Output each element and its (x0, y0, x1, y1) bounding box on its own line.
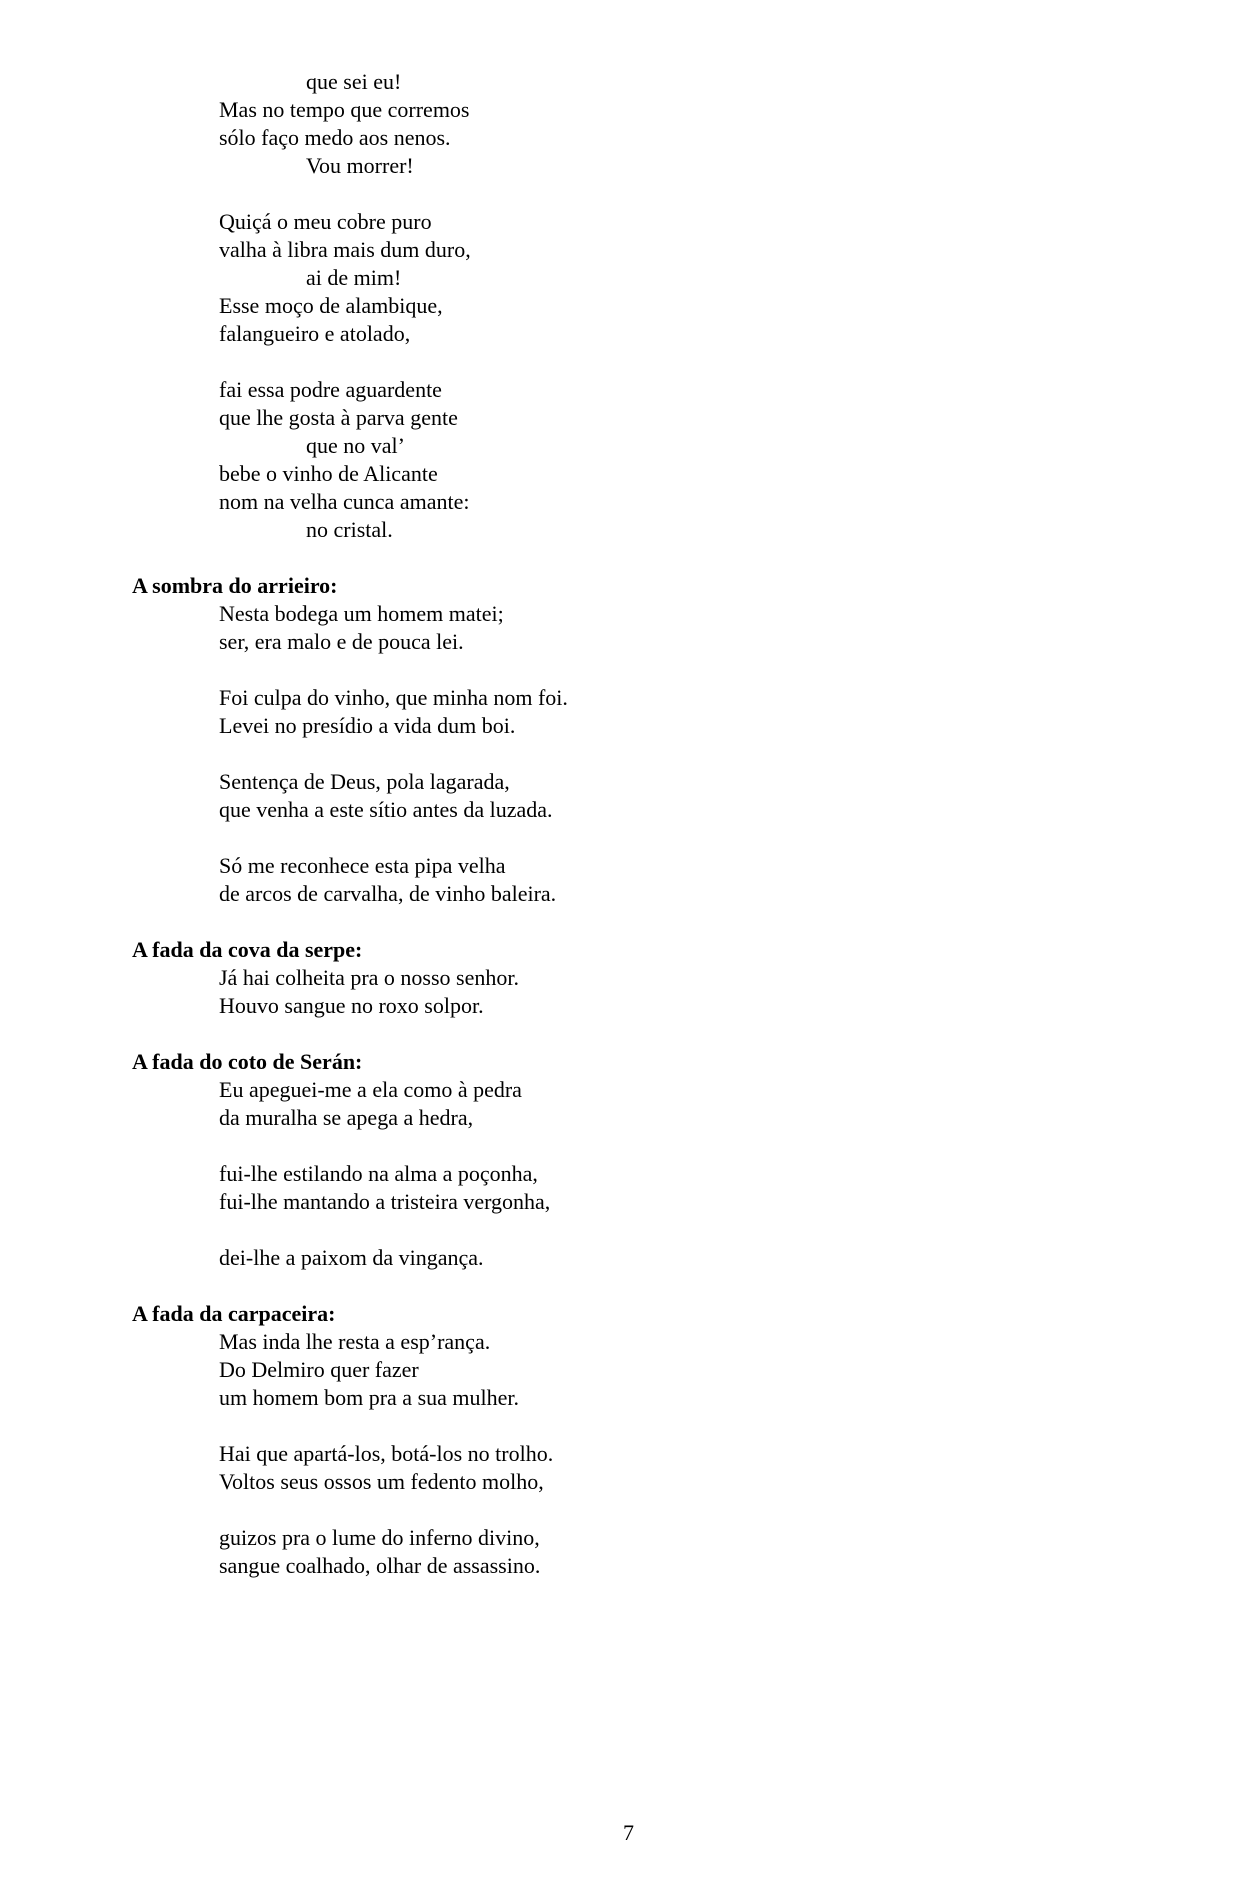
verse-line: da muralha se apega a hedra, (219, 1105, 474, 1130)
verse-line: nom na velha cunca amante: (219, 489, 470, 514)
stanza-gap (0, 824, 1257, 852)
speaker-heading: A fada da cova da serpe: (132, 937, 363, 962)
verse-line: Hai que apartá-los, botá-los no trolho. (219, 1441, 554, 1466)
verse-line-indented: que sei eu! (306, 69, 402, 94)
verse-line: Só me reconhece esta pipa velha (219, 853, 506, 878)
stanza-gap (0, 1216, 1257, 1244)
stanza-gap (0, 1132, 1257, 1160)
verse-line: um homem bom pra a sua mulher. (219, 1385, 519, 1410)
verse-line-indented: no cristal. (306, 517, 393, 542)
verse-line: Mas no tempo que corremos (219, 97, 470, 122)
verse-line: Levei no presídio a vida dum boi. (219, 713, 516, 738)
verse-line: Esse moço de alambique, (219, 293, 443, 318)
stanza-gap (0, 348, 1257, 376)
verse-line: Mas inda lhe resta a esp’rança. (219, 1329, 491, 1354)
verse-line: Nesta bodega um homem matei; (219, 601, 504, 626)
verse-line: fui-lhe mantando a tristeira vergonha, (219, 1189, 551, 1214)
stanza-gap (0, 908, 1257, 936)
verse-line: de arcos de carvalha, de vinho baleira. (219, 881, 557, 906)
verse-line-indented: Vou morrer! (306, 153, 414, 178)
verse-line: sólo faço medo aos nenos. (219, 125, 451, 150)
verse-line-indented: que no val’ (306, 433, 405, 458)
speaker-heading: A sombra do arrieiro: (132, 573, 338, 598)
verse-line: Quiçá o meu cobre puro (219, 209, 432, 234)
stanza-gap (0, 1272, 1257, 1300)
stanza-gap (0, 656, 1257, 684)
verse-line: dei-lhe a paixom da vingança. (219, 1245, 484, 1270)
verse-line: Eu apeguei-me a ela como à pedra (219, 1077, 522, 1102)
verse-line: fui-lhe estilando na alma a poçonha, (219, 1161, 538, 1186)
stanza-gap (0, 1412, 1257, 1440)
verse-line: sangue coalhado, olhar de assassino. (219, 1553, 541, 1578)
verse-line: Do Delmiro quer fazer (219, 1357, 419, 1382)
verse-line: ser, era malo e de pouca lei. (219, 629, 464, 654)
verse-line: falangueiro e atolado, (219, 321, 411, 346)
verse-line: Sentença de Deus, pola lagarada, (219, 769, 510, 794)
verse-line: Voltos seus ossos um fedento molho, (219, 1469, 544, 1494)
speaker-heading: A fada do coto de Serán: (132, 1049, 363, 1074)
stanza-gap (0, 180, 1257, 208)
verse-line: bebe o vinho de Alicante (219, 461, 438, 486)
verse-line: que lhe gosta à parva gente (219, 405, 458, 430)
page-number: 7 (623, 1820, 634, 1845)
stanza-gap (0, 740, 1257, 768)
verse-line: Houvo sangue no roxo solpor. (219, 993, 484, 1018)
stanza-gap (0, 544, 1257, 572)
verse-line: Foi culpa do vinho, que minha nom foi. (219, 685, 568, 710)
verse-line: Já hai colheita pra o nosso senhor. (219, 965, 519, 990)
verse-line-indented: ai de mim! (306, 265, 402, 290)
stanza-gap (0, 1496, 1257, 1524)
speaker-heading: A fada da carpaceira: (132, 1301, 336, 1326)
stanza-gap (0, 1020, 1257, 1048)
verse-line: guizos pra o lume do inferno divino, (219, 1525, 540, 1550)
poem-text (0, 68, 1257, 1580)
verse-line: que venha a este sítio antes da luzada. (219, 797, 553, 822)
verse-line: valha à libra mais dum duro, (219, 237, 471, 262)
verse-line: fai essa podre aguardente (219, 377, 442, 402)
